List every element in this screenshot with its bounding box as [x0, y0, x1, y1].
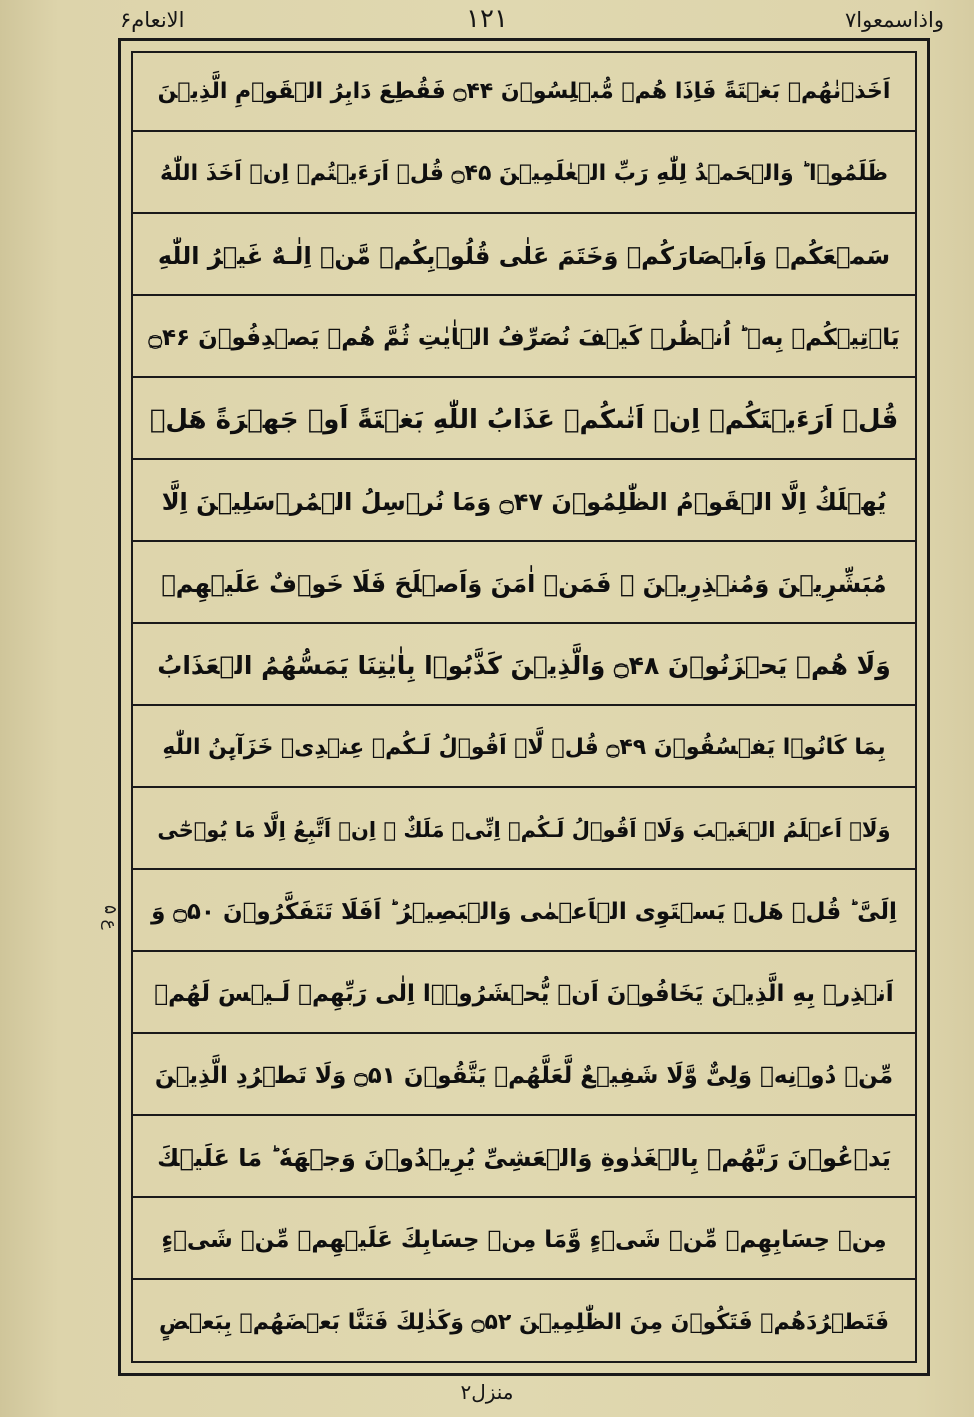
text-frame-inner	[131, 51, 917, 1363]
verse-line	[133, 873, 915, 952]
verse-line	[133, 1283, 915, 1362]
ruku-marker: ع ۵	[100, 904, 120, 930]
verse-line	[133, 1201, 915, 1280]
verse-line-text: مِنۡ حِسَابِهِمۡ مِّنۡ شَىۡءٍ وَّمَا مِنۡ حِسَابِكَ عَلَيۡهِمۡ مِّنۡ شَىۡءٍ	[161, 1226, 887, 1253]
verse-line	[133, 955, 915, 1034]
page-number: ۱۲۱	[466, 4, 508, 34]
verse-line-text: قُلۡ اَرَءَيۡتَكُمۡ اِنۡ اَتٰٮكُمۡ عَذَابُ اللّٰهِ بَغۡتَةً اَوۡ جَهۡرَةً هَلۡ	[149, 404, 899, 435]
text-frame	[118, 38, 930, 1376]
verse-line-text: وَلَا هُمۡ يَحۡزَنُوۡنَ ۝۴۸ وَالَّذِيۡنَ كَذَّبُوۡا بِاٰيٰتِنَا يَمَسُّهُمُ الۡعَذَابُ	[157, 651, 891, 680]
verse-line	[133, 627, 915, 706]
header-juz-name: واذاسمعوا۷	[845, 8, 944, 32]
verse-line-text: مِّنۡ دُوۡنِهٖ وَلِىٌّ وَّلَا شَفِيۡعٌ لَّعَلَّهُمۡ يَتَّقُوۡنَ ۝۵۱ وَلَا تَطۡرُدِ الَّذِيۡنَ	[154, 1062, 894, 1089]
verse-line-text: اَخَذۡنٰهُمۡ بَغۡتَةً فَاِذَا هُمۡ مُّبۡلِسُوۡنَ ۝۴۴ فَقُطِعَ دَابِرُ الۡقَوۡمِ الَّذِيۡنَ	[157, 79, 891, 104]
verse-line-text: اَنۡذِرۡ بِهِ الَّذِيۡنَ يَخَافُوۡنَ اَنۡ يُّحۡشَرُوۡۤا اِلٰى رَبِّهِمۡ لَـيۡسَ لَهُمۡ	[154, 980, 894, 1007]
verse-line-text: يُهۡلَكُ اِلَّا الۡقَوۡمُ الظّٰلِمُوۡنَ ۝۴۷ وَمَا نُرۡسِلُ الۡمُرۡسَلِيۡنَ اِلَّا	[161, 487, 887, 516]
verse-line-text: ظَلَمُوۡا ؕ وَالۡحَمۡدُ لِلّٰهِ رَبِّ الۡعٰلَمِيۡنَ ۝۴۵ قُلۡ اَرَءَيۡتُمۡ اِنۡ اَخَذَ اللّٰهُ	[159, 161, 888, 186]
verse-line-text: وَلَاۤ اَعۡلَمُ الۡغَيۡبَ وَلَاۤ اَقُوۡلُ لَـكُمۡ اِنِّىۡ مَلَكٌ ۚ اِنۡ اَتَّبِعُ اِلَّا مَا يُوۡحٰٓى	[157, 817, 891, 842]
manzil-footer: منزل۲	[460, 1380, 514, 1404]
verse-line	[133, 791, 915, 870]
verse-line-text: فَتَطۡرُدَهُمۡ فَتَكُوۡنَ مِنَ الظّٰلِمِيۡنَ ۝۵۲ وَكَذٰلِكَ فَتَنَّا بَعۡضَهُمۡ بِبَعۡضٍ	[158, 1310, 889, 1335]
verse-line-text: مُبَشِّرِيۡنَ وَمُنۡذِرِيۡنَ ۚ فَمَنۡ اٰمَنَ وَاَصۡلَحَ فَلَا خَوۡفٌ عَلَيۡهِمۡ	[161, 569, 887, 598]
verse-line-text: يَدۡعُوۡنَ رَبَّهُمۡ بِالۡغَدٰوةِ وَالۡعَشِىِّ يُرِيۡدُوۡنَ وَجۡهَهٗ ؕ مَا عَلَيۡكَ	[157, 1143, 891, 1172]
verse-line	[133, 299, 915, 378]
verse-line	[133, 135, 915, 214]
verse-line	[133, 1119, 915, 1198]
verse-line	[133, 381, 915, 460]
verse-line	[133, 545, 915, 624]
verse-line-text: اِلَىَّ ؕ قُلۡ هَلۡ يَسۡتَوِى الۡاَعۡمٰى وَالۡبَصِيۡرُ ؕ اَفَلَا تَتَفَكَّرُوۡنَ ۝۵۰ وَ	[151, 898, 897, 925]
verse-line-text: بِمَا كَانُوۡا يَفۡسُقُوۡنَ ۝۴۹ قُلۡ لَّاۤ اَقُوۡلُ لَـكُمۡ عِنۡدِىۡ خَزَآٮِٕنُ اللّٰهِ	[162, 735, 886, 760]
verse-line	[133, 1037, 915, 1116]
verse-line	[133, 463, 915, 542]
verse-line-text: سَمۡعَكُمۡ وَاَبۡصَارَكُمۡ وَخَتَمَ عَلٰى قُلُوۡبِكُمۡ مَّنۡ اِلٰـهٌ غَيۡرُ اللّٰهِ	[157, 241, 891, 270]
verse-lines	[133, 53, 915, 1361]
header-surah-name: الانعام۶	[120, 8, 185, 32]
verse-line	[133, 217, 915, 296]
verse-line	[133, 53, 915, 132]
verse-line	[133, 709, 915, 788]
verse-line-text: يَاۡتِيۡكُمۡ بِهٖ ؕ اُنۡظُرۡ كَيۡفَ نُصَرِّفُ الۡاٰيٰتِ ثُمَّ هُمۡ يَصۡدِفُوۡنَ ۝۴۶	[148, 324, 900, 351]
